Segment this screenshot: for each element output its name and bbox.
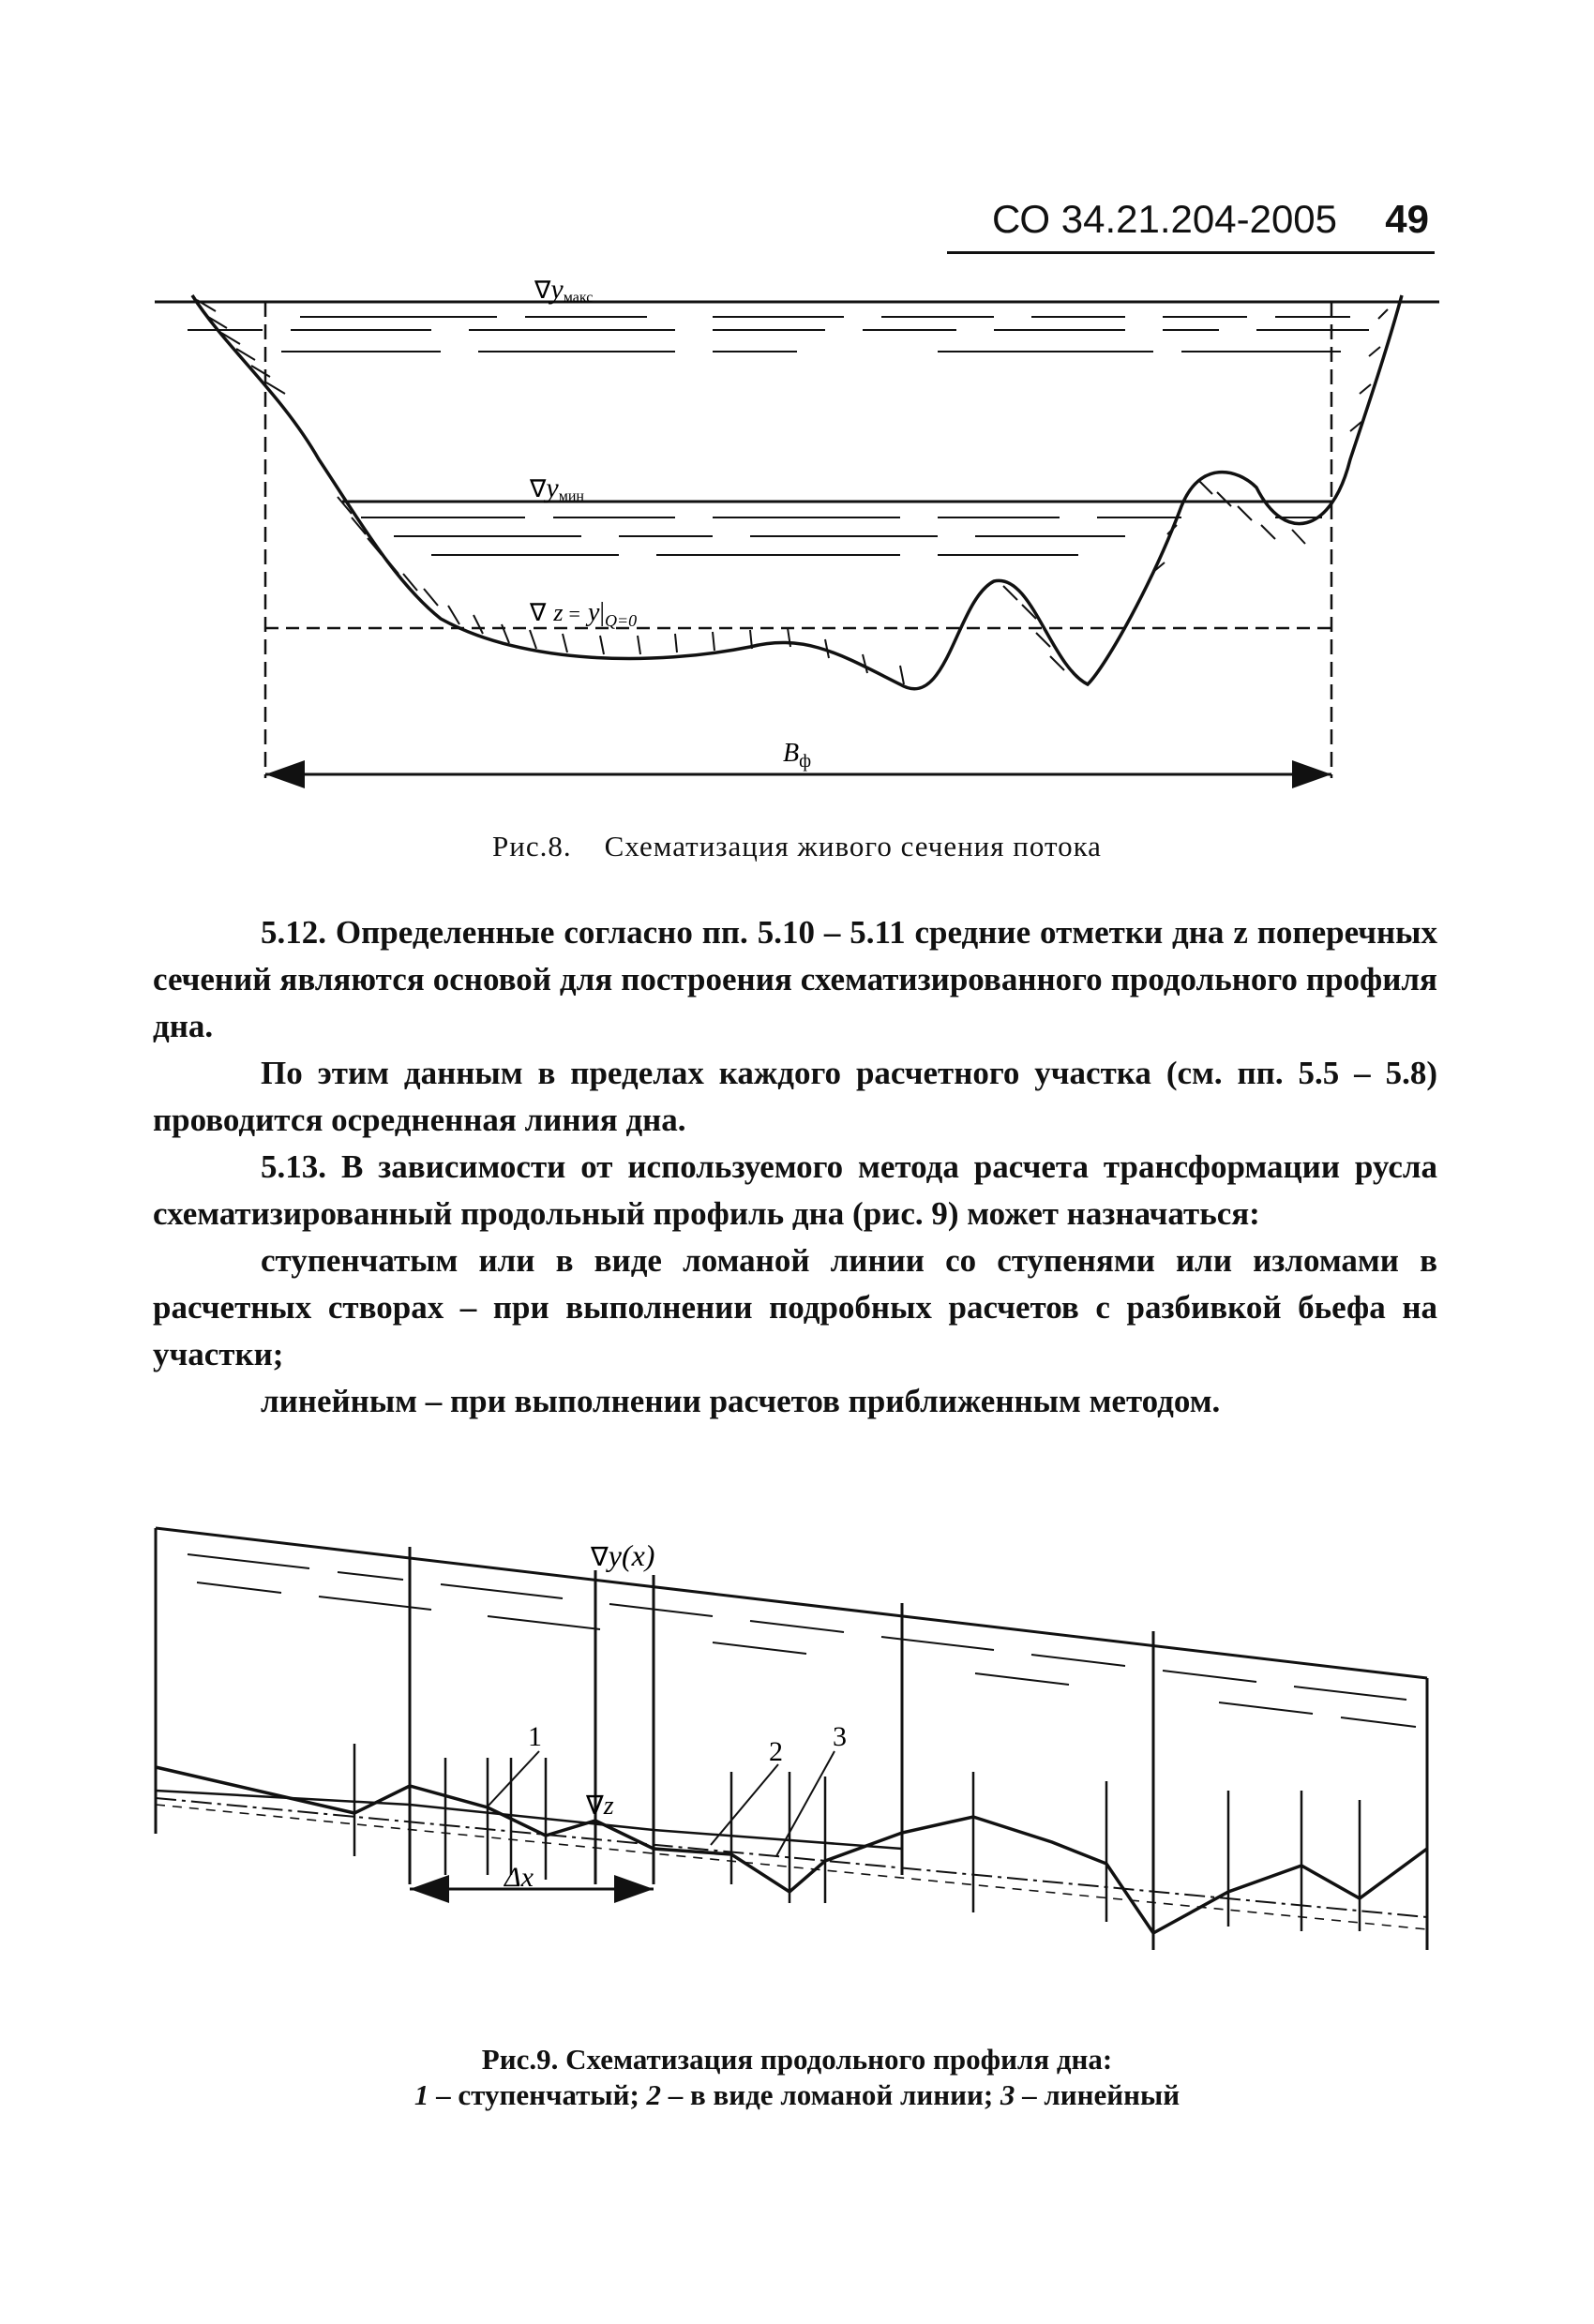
curve-2-label: 2	[769, 1736, 783, 1767]
figure-9-longitudinal-profile	[0, 1500, 1594, 2044]
bed-level-label: ∇z	[586, 1792, 614, 1821]
water-hatching-upper	[188, 317, 1369, 352]
leader-1	[488, 1751, 539, 1807]
broken-line-profile	[156, 1767, 1427, 1933]
body-text	[153, 909, 1437, 1425]
linear-profile-dashed	[156, 1805, 1427, 1929]
dx-label: Δx	[504, 1862, 534, 1893]
paragraph-5-13-item-2: линейным – при выполнении расчетов приближенным методом.	[261, 1383, 1221, 1419]
z-level-label: ∇ $z = y|_{Q=0}$	[530, 598, 638, 630]
channel-bed	[192, 295, 1402, 689]
width-label: $B_ф$	[783, 739, 812, 772]
page-header	[947, 195, 1435, 254]
water-hatching-lower	[361, 517, 1322, 555]
figure-8-caption	[0, 830, 1594, 863]
y-min-label: ∇yмин	[530, 472, 584, 504]
document-code: СО 34.21.204-2005	[992, 197, 1338, 241]
paragraph-5-13: 5.13. В зависимости от используемого метода расчета трансформации русла схематизированный продольный профиль дна (рис. 9) может назначаться:	[153, 1148, 1438, 1232]
water-hatching	[188, 1554, 1416, 1727]
y-max-label: ∇yмакс	[534, 274, 594, 306]
paragraph-5-12-b: По этим данным в пределах каждого расчетного участка (см. пп. 5.5 – 5.8) проводится осредненная линия дна.	[153, 1055, 1437, 1138]
leader-2	[711, 1764, 778, 1845]
paragraph-5-12: 5.12. Определенные согласно пп. 5.10 – 5.11 средние отметки дна z поперечных сечений являются основой для построения схематизированного продольного профиля дна.	[153, 914, 1437, 1044]
figure-9-caption-line-1: Рис.9. Схематизация продольного профиля дна:	[481, 2043, 1113, 2076]
figure-8-caption-prefix: Рис.8.	[492, 830, 572, 862]
page-number: 49	[1385, 197, 1429, 241]
water-surface-line	[156, 1528, 1427, 1678]
water-surface-label: ∇y(x)	[591, 1538, 655, 1572]
paragraph-5-13-item-1: ступенчатым или в виде ломаной линии со ступенями или изломами в расчетных створах – при выполнении подробных расчетов с разбивкой бьефа на участки;	[153, 1242, 1437, 1372]
figure-8-cross-section	[0, 272, 1594, 816]
bed-hatching	[197, 300, 1388, 684]
figure-9-caption-line-2: 1 – ступенчатый; 2 – в виде ломаной линии; 3 – линейный	[414, 2078, 1180, 2111]
curve-3-label: 3	[833, 1721, 847, 1752]
figure-8-caption-text: Схематизация живого сечения потока	[604, 830, 1102, 862]
figure-9-caption	[0, 2042, 1594, 2113]
linear-profile	[156, 1798, 1427, 1917]
curve-1-label: 1	[528, 1721, 542, 1752]
